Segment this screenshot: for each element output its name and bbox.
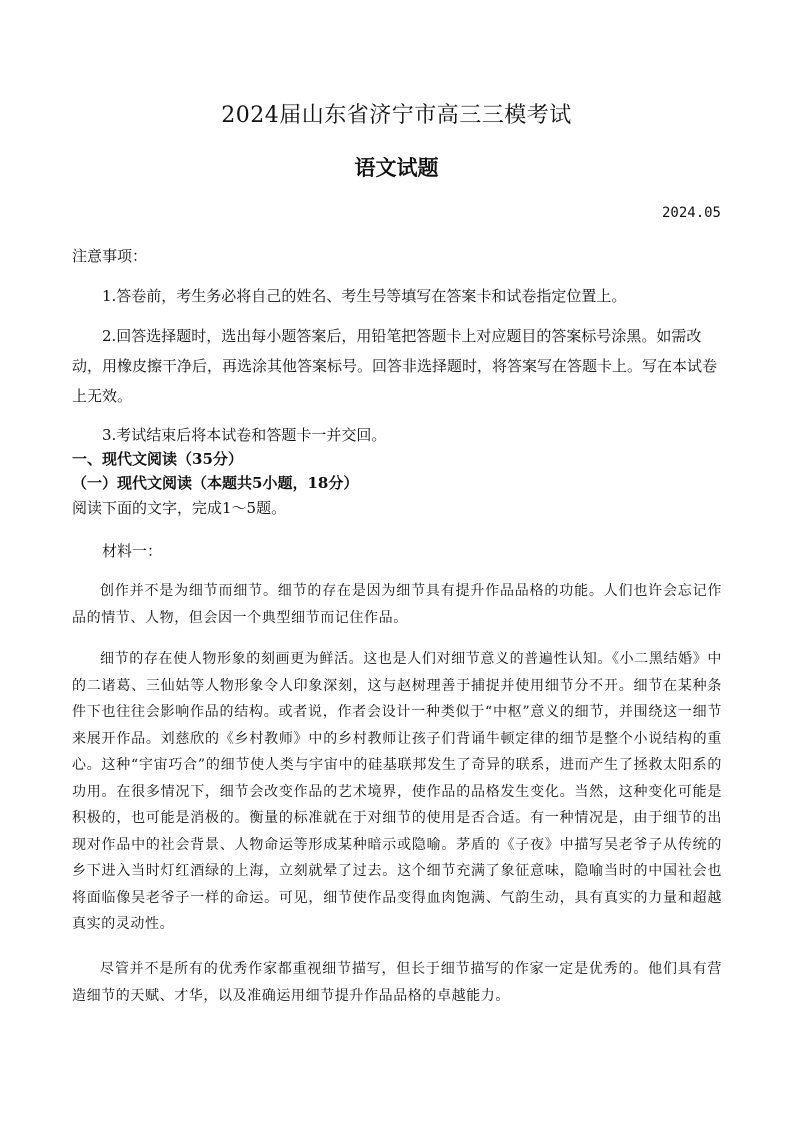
notice-item-3: 3.考试结束后将本试卷和答题卡一并交回。 xyxy=(102,426,387,444)
material-paragraph-3: 尽管并不是所有的优秀作家都重视细节描写，但长于细节描写的作家一定是优秀的。他们具有营造细节的天赋、才华，以及准确运用细节提升作品品格的卓越能力。 xyxy=(72,961,722,1004)
notice-item-1: 1.答卷前，考生务必将自己的姓名、考生号等填写在答案卡和试卷指定位置上。 xyxy=(102,287,627,305)
notice-heading: 注意事项： xyxy=(72,247,148,265)
material-label: 材料一： xyxy=(102,542,163,560)
exam-date: 2024.05 xyxy=(661,205,721,221)
material-paragraph-1: 创作并不是为细节而细节。细节的存在是因为细节具有提升作品品格的功能。人们也许会忘记作品的情节、人物，但会因一个典型细节而记住作品。 xyxy=(72,583,722,626)
material-paragraph-2: 细节的存在使人物形象的刻画更为鲜活。这也是人们对细节意义的普遍性认知。《小二黑结婚》中的二诸葛、三仙姑等人物形象令人印象深刻，这与赵树理善于捕捉并使用细节分不开。细节在某种条件下也往往会影响作品的结构。或者说，作者会设计一种类似于“中枢”意义的细节，并围绕这一细节来展开作品。刘慈欣的《乡村教师》中的乡村教师让孩子们背诵牛顿定律的细节是整个小说结构的重心。这种“宇宙巧合”的细节使人类与宇宙中的硅基联邦发生了奇异的联系，进而产生了拯救太阳系的功用。在很多情况下，细节会改变作品的艺术境界，使作品的品格发生变化。当然，这种变化可能是积极的，也可能是消极的。衡量的标准就在于对细节的使用是否合适。有一种情况是，由于细节的出现对作品中的社会背景、人物命运等形成某种暗示或隐喻。茅盾的《子夜》中描写吴老爷子从传统的乡下进入当时灯红酒绿的上海，立刻就晕了过去。这个细节充满了象征意味，隐喻当时的中国社会也将面临像吴老爷子一样的命运。可见，细节使作品变得血肉饱满、气韵生动，具有真实的力量和超越真实的灵动性。 xyxy=(72,651,722,932)
subsection-heading: （一）现代文阅读（本题共5小题，18分） xyxy=(72,474,359,492)
notice-item-2: 2.回答选择题时，选出每小题答案后，用铅笔把答题卡上对应题目的答案标号涂黑。如需改动，用橡皮擦干净后，再选涂其他答案标号。回答非选择题时，将答案写在答题卡上。写在本试卷上无效。 xyxy=(72,327,718,405)
section-heading: 一、现代文阅读（35分） xyxy=(72,450,243,468)
reading-instruction: 阅读下面的文字，完成1～5题。 xyxy=(72,499,287,517)
exam-title: 2024届山东省济宁市高三三模考试 xyxy=(221,103,572,128)
exam-subtitle: 语文试题 xyxy=(354,155,439,180)
